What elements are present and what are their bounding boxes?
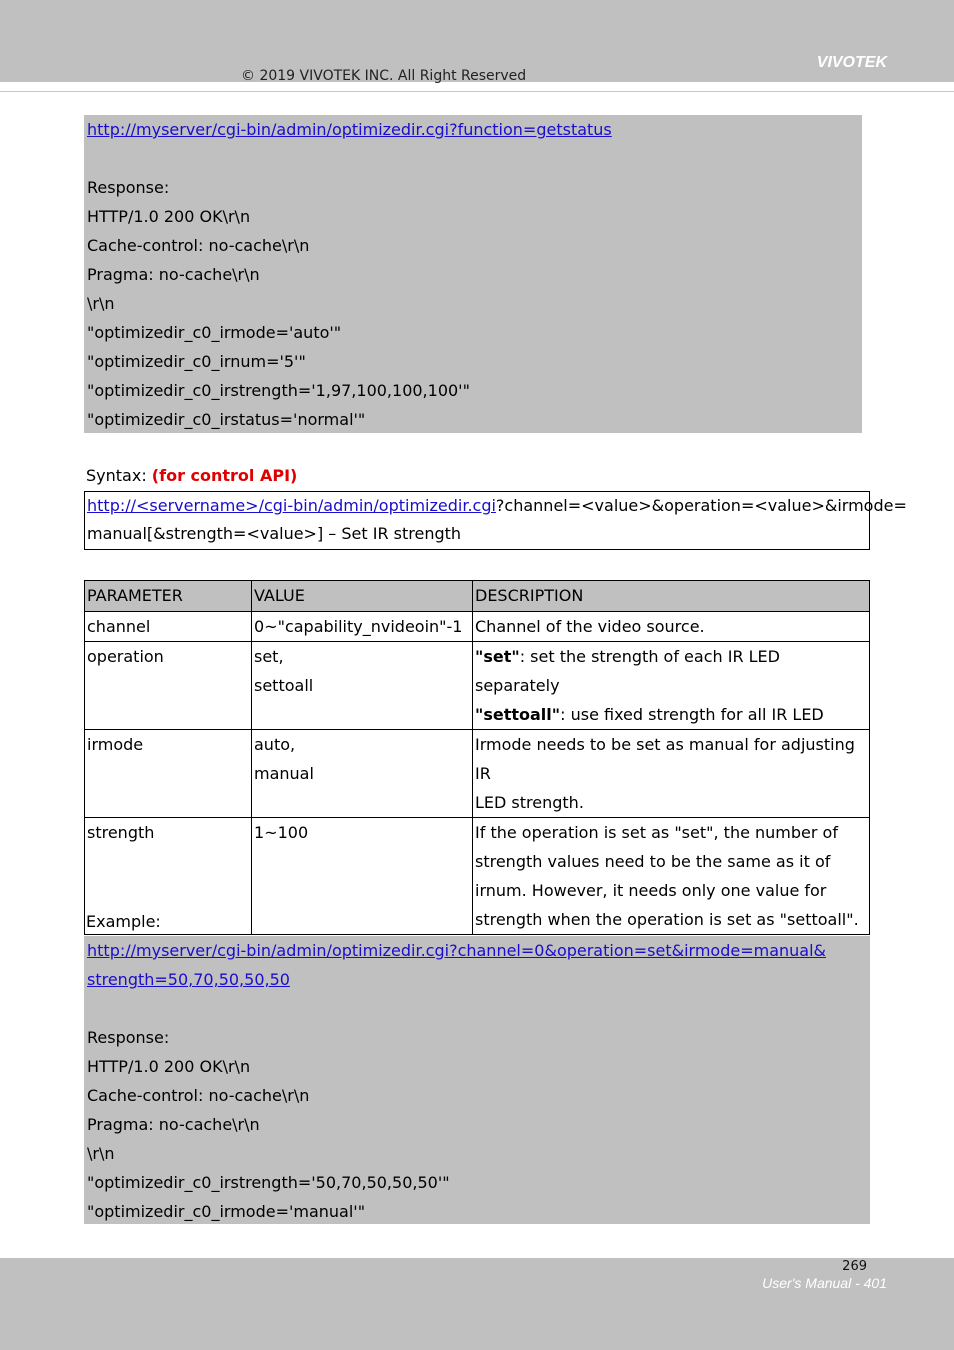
cell-value: 1~100 xyxy=(252,818,473,935)
response-line: "optimizedir_c0_irstatus='normal'" xyxy=(87,410,366,429)
table-row xyxy=(85,612,870,642)
cell-value xyxy=(252,730,473,818)
response-line: Pragma: no-cache\r\n xyxy=(87,265,260,284)
desc-line: strength when the operation is set as "settoall". xyxy=(475,910,859,929)
response-line: Response: xyxy=(87,178,170,197)
copyright-text: © 2019 VIVOTEK INC. All Right Reserved xyxy=(241,68,527,84)
response-line: "optimizedir_c0_irmode='auto'" xyxy=(87,323,342,342)
response-line: \r\n xyxy=(87,1144,115,1163)
page-number: 269 xyxy=(842,1259,867,1274)
getstatus-code-block xyxy=(84,115,862,433)
desc-text: : use fixed strength for all IR LED xyxy=(560,705,824,724)
header-description: DESCRIPTION xyxy=(473,581,870,612)
manual-page-label: User's Manual - 401 xyxy=(762,1275,887,1291)
cell-param: irmode xyxy=(85,730,252,818)
desc-keyword: "set" xyxy=(475,647,520,666)
response-line: "optimizedir_c0_irmode='manual'" xyxy=(87,1202,366,1221)
value-line: auto, xyxy=(254,735,296,754)
table-header-row xyxy=(85,581,870,612)
response-line: Response: xyxy=(87,1028,170,1047)
table-row xyxy=(85,642,870,730)
desc-line: strength values need to be the same as it of xyxy=(475,852,831,871)
cell-value: 0~"capability_nvideoin"-1 xyxy=(252,612,473,642)
page-footer xyxy=(0,1258,954,1350)
brand-logo: VIVOTEK xyxy=(816,54,887,71)
value-line: settoall xyxy=(254,676,314,695)
syntax-line2: manual[&strength=<value>] – Set IR strength xyxy=(87,524,462,543)
header-value: VALUE xyxy=(252,581,473,612)
value-line: set, xyxy=(254,647,284,666)
syntax-url-link[interactable]: http://<servername>/cgi-bin/admin/optimizedir.cgi xyxy=(87,496,496,515)
value-line: manual xyxy=(254,764,314,783)
response-line: Cache-control: no-cache\r\n xyxy=(87,236,310,255)
syntax-box xyxy=(84,491,907,550)
cell-desc xyxy=(473,818,870,935)
parameter-table xyxy=(84,580,870,935)
example-label: Example: xyxy=(86,912,161,931)
desc-line: LED strength. xyxy=(475,793,584,812)
cell-value xyxy=(252,642,473,730)
cell-param: operation xyxy=(85,642,252,730)
response-line: "optimizedir_c0_irstrength='50,70,50,50,50'" xyxy=(87,1173,450,1192)
cell-param: channel xyxy=(85,612,252,642)
syntax-label-text: Syntax: xyxy=(86,466,147,485)
syntax-label xyxy=(86,461,297,490)
response-line: \r\n xyxy=(87,294,115,313)
desc-text: : set the strength of each IR LED separately xyxy=(475,647,780,695)
cell-param: strength xyxy=(85,818,252,935)
cell-desc xyxy=(473,730,870,818)
desc-line: Irmode needs to be set as manual for adjusting IR xyxy=(475,735,855,783)
example-code-block xyxy=(84,936,870,1224)
response-line: HTTP/1.0 200 OK\r\n xyxy=(87,207,251,226)
example-url-link[interactable]: http://myserver/cgi-bin/admin/optimizedir.cgi?channel=0&operation=set&irmode=manual& xyxy=(87,941,827,960)
response-line: Cache-control: no-cache\r\n xyxy=(87,1086,310,1105)
syntax-params: ?channel=<value>&operation=<value>&irmode= xyxy=(495,496,907,515)
response-line: HTTP/1.0 200 OK\r\n xyxy=(87,1057,251,1076)
syntax-tag: (for control API) xyxy=(151,466,298,485)
desc-line: If the operation is set as "set", the number of xyxy=(475,823,838,842)
example-url-link-continued[interactable]: strength=50,70,50,50,50 xyxy=(87,970,290,989)
desc-keyword: "settoall" xyxy=(475,705,561,724)
header-parameter: PARAMETER xyxy=(85,581,252,612)
page-header xyxy=(0,0,954,82)
cell-desc xyxy=(473,642,870,730)
response-line: Pragma: no-cache\r\n xyxy=(87,1115,260,1134)
table-row xyxy=(85,818,870,935)
desc-line: irnum. However, it needs only one value for xyxy=(475,881,827,900)
response-line: "optimizedir_c0_irnum='5'" xyxy=(87,352,306,371)
getstatus-url-link[interactable]: http://myserver/cgi-bin/admin/optimizedir.cgi?function=getstatus xyxy=(87,120,612,139)
response-line: "optimizedir_c0_irstrength='1,97,100,100,100'" xyxy=(87,381,470,400)
table-row xyxy=(85,730,870,818)
cell-desc: Channel of the video source. xyxy=(473,612,870,642)
header-divider xyxy=(0,91,954,92)
